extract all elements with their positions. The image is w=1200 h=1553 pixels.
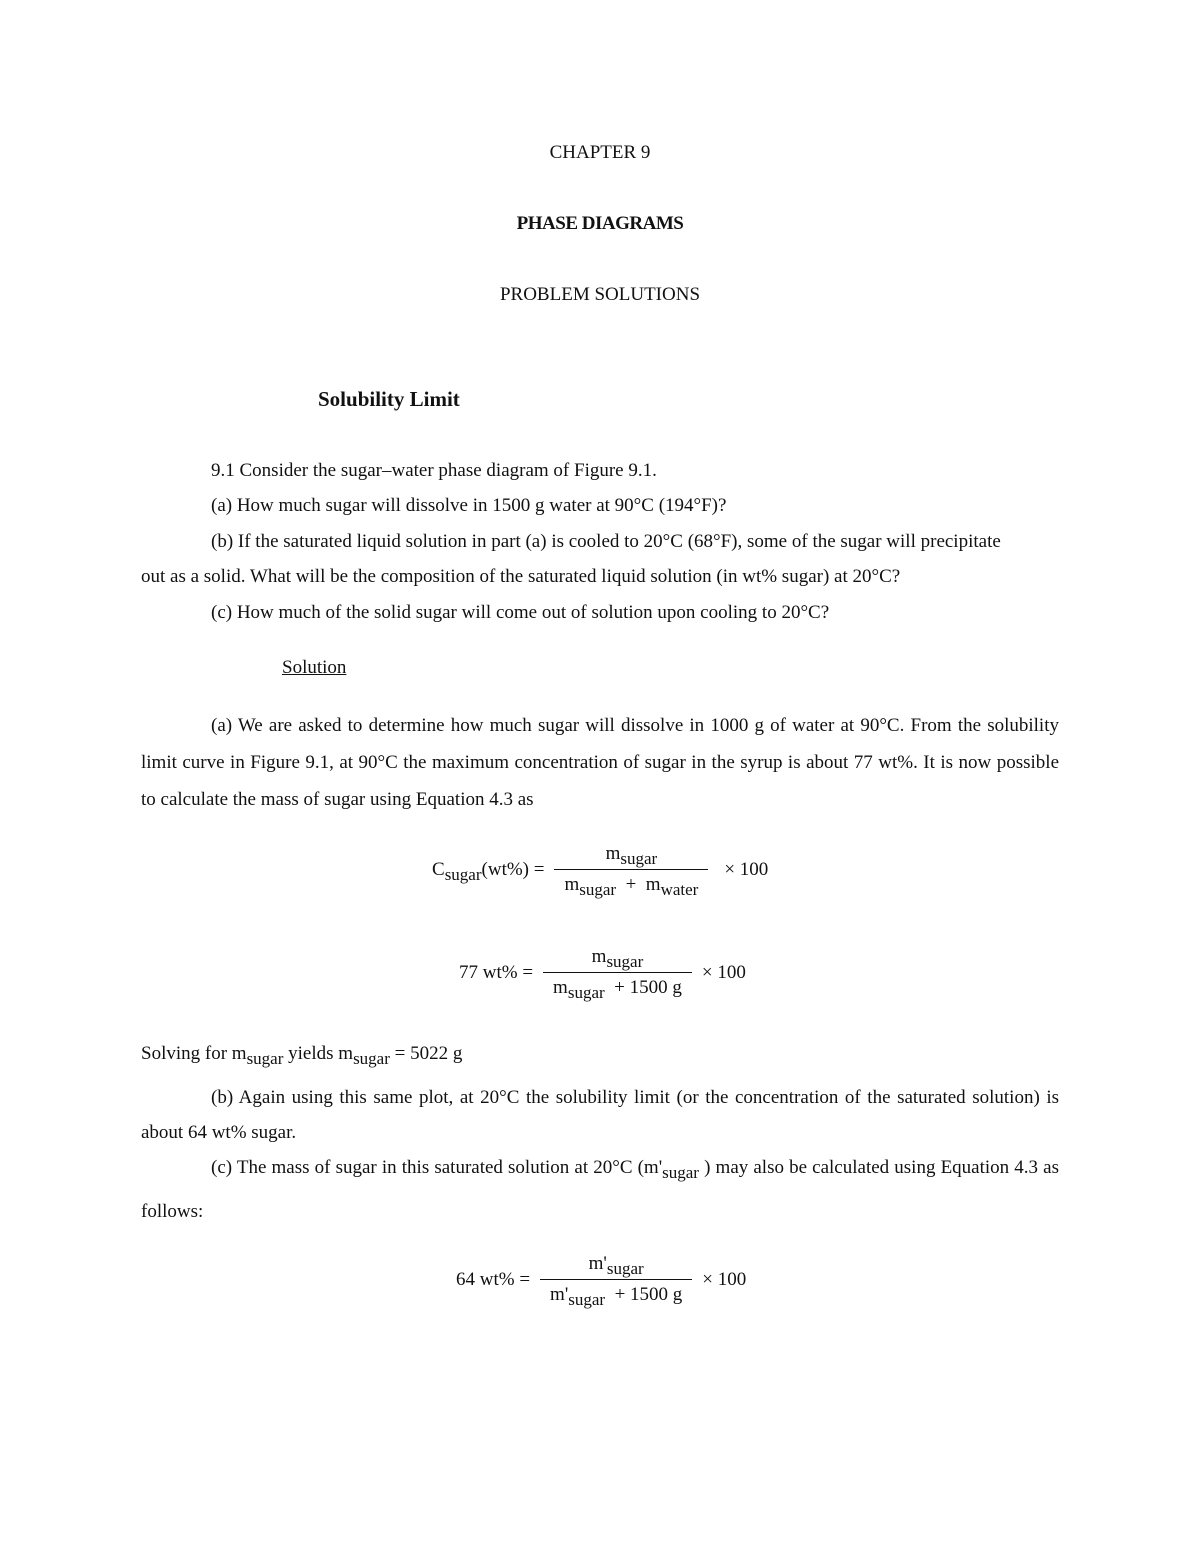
- eq2-fraction: [543, 946, 692, 1002]
- solution-part-b-text: [141, 1080, 1059, 1150]
- section-title: Solubility Limit: [318, 387, 460, 411]
- problem-part-b-line1: (b) If the saturated liquid solution in part (a) is cooled to 20°C (68°F), some of the sugar will precipitate: [211, 531, 1001, 552]
- chapter-label: CHAPTER 9: [549, 142, 651, 163]
- eq3-numerator: $m'_{sugar}$: [588, 1253, 644, 1278]
- eq1-times: × 100: [724, 858, 769, 880]
- eq1-lhs: $C_{sugar}(wt\%)$ =: [432, 858, 545, 884]
- solution-part-c-text: (c) The mass of sugar in this saturated solution at 20°C ($m'_{sugar}$ ) may also be calculated using Equation 4.3 as follows:: [141, 1157, 1059, 1222]
- eq1-fraction: [554, 843, 708, 899]
- eq1-denominator: $m_{sugar} + m_{water}$: [564, 874, 699, 899]
- solving-line: Solving for $m_{sugar}$ yields $m_{sugar} = 5022$ g: [141, 1043, 463, 1068]
- eq3-fraction: [540, 1253, 692, 1309]
- eq2-times: × 100: [701, 961, 746, 983]
- problem-part-a: (a) How much sugar will dissolve in 1500 g water at 90°C (194°F)?: [211, 495, 727, 516]
- problem-part-c: (c) How much of the solid sugar will come out of solution upon cooling to 20°C?: [211, 602, 830, 623]
- equation-concentration: [432, 843, 769, 899]
- solution-part-b-body: (b) Again using this same plot, at 20°C the solubility limit (or the concentration of the saturated solution) is about 64 wt% sugar.: [141, 1087, 1059, 1143]
- equation-64wt: [456, 1253, 747, 1309]
- equation-77wt: [459, 946, 746, 1002]
- problem-part-b-line2: out as a solid. What will be the composition of the saturated liquid solution (in wt% sugar) at 20°C?: [141, 566, 901, 587]
- eq3-denominator: $m'_{sugar} + 1500$ g: [550, 1284, 683, 1309]
- chapter-subtitle: PROBLEM SOLUTIONS: [499, 284, 701, 305]
- solution-heading: Solution: [282, 657, 347, 678]
- eq3-times: × 100: [702, 1268, 747, 1290]
- eq2-lhs: 77 wt% =: [459, 961, 534, 983]
- problem-statement: 9.1 Consider the sugar–water phase diagram of Figure 9.1.: [211, 460, 657, 481]
- eq3-lhs: 64 wt% =: [456, 1268, 531, 1290]
- eq1-numerator: $m_{sugar}$: [605, 843, 658, 868]
- eq2-numerator: $m_{sugar}$: [591, 946, 644, 971]
- eq2-denominator: $m_{sugar} + 1500$ g: [553, 977, 682, 1002]
- solution-part-a-text: [141, 707, 1059, 818]
- chapter-title: PHASE DIAGRAMS: [516, 213, 684, 234]
- solution-part-a-body: (a) We are asked to determine how much sugar will dissolve in 1000 g of water at 90°C. From the solubility limit curve in Figure 9.1, at 90°C the maximum concentration of sugar in the syrup is about 77 wt%. It is now possible to calculate the mass of sugar using Equation 4.3 as: [141, 715, 1059, 810]
